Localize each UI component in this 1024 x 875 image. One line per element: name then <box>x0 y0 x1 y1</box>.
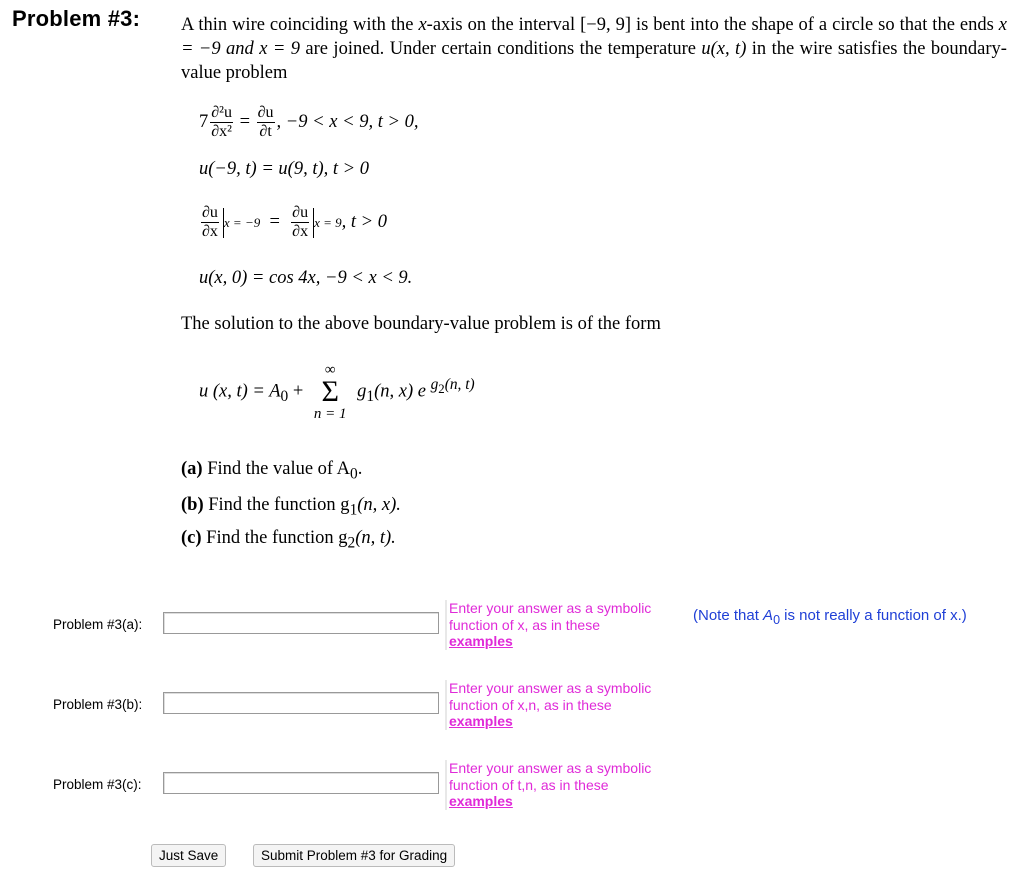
problem-title: Problem #3: <box>12 6 141 31</box>
solution-exponent-g2: g <box>430 376 439 394</box>
part-b-label: (b) <box>181 495 204 515</box>
eq1-lhs-denominator: ∂x² <box>211 123 232 140</box>
initial-condition <box>199 268 412 289</box>
eq3-left-denominator: ∂x <box>202 223 218 240</box>
answer-c-input[interactable] <box>163 772 439 794</box>
part-a-subscript: 0 <box>350 465 358 483</box>
answer-b-label: Problem #3(b): <box>53 697 143 712</box>
part-b-subscript: 1 <box>349 501 358 519</box>
solution-g1-subscript: 1 <box>366 387 375 405</box>
solution-g1-args: (n, x) e <box>374 381 426 402</box>
eq1-coefficient: 7 <box>199 111 209 132</box>
part-a-label: (a) <box>181 459 203 479</box>
eq3-right-numerator: ∂u <box>292 204 309 221</box>
answer-a-examples-link[interactable]: examples <box>449 633 513 649</box>
intro-ends-equation: x = −9 and x = 9 <box>181 15 1007 59</box>
solution-exponent-args: (n, t) <box>444 376 475 394</box>
sum-upper-limit: ∞ <box>324 362 336 378</box>
intro-text-2: -axis on the interval [−9, 9] is bent into the shape of a circle so that the ends <box>426 15 999 35</box>
sum-sign: Σ <box>321 375 339 408</box>
part-b-end: (n, x). <box>357 495 401 515</box>
solution-intro: The solution to the above boundary-value problem is of the form <box>181 314 661 334</box>
eq3-right-eval: x = 9 <box>314 214 342 230</box>
eq1-conditions: , −9 < x < 9, t > 0, <box>276 111 419 132</box>
eq3-left-fraction <box>201 204 219 241</box>
answer-a-label: Problem #3(a): <box>53 617 143 632</box>
answer-c-hint-line2: function of t,n, as in these <box>449 776 609 793</box>
just-save-button[interactable]: Just Save <box>151 844 226 867</box>
boundary-condition-1 <box>199 159 369 180</box>
answer-b-examples-link[interactable]: examples <box>449 713 513 729</box>
eq3-left-eval: x = −9 <box>223 214 261 230</box>
note-a0-subscript: 0 <box>773 613 781 627</box>
part-a-text: Find the value of A <box>207 459 351 479</box>
part-b <box>181 495 401 520</box>
heat-equation: 7 $\frac{\text{∂²u}}{\text{∂x²}}$ = $\frac{\partial u}{\partial t}$ , −9 < x < 9, t > 0, <box>199 104 419 140</box>
answer-a-hint-line2: function of x, as in these <box>449 616 600 633</box>
part-a <box>181 459 362 484</box>
part-c-label: (c) <box>181 528 202 548</box>
eq1-lhs-fraction <box>210 104 233 141</box>
eq1-rhs-fraction <box>257 104 275 141</box>
answer-b-hint <box>445 680 685 730</box>
boundary-condition-2: $\frac{\partial u}{\partial x}$ x = −9 = $\frac{\partial u}{\partial x}$ x = 9, t > 0 <box>202 204 387 240</box>
answer-a-input[interactable] <box>163 612 439 634</box>
eq1-rhs-denominator: ∂t <box>259 123 272 140</box>
solution-plus: + <box>288 381 304 402</box>
eq1-rhs-numerator: ∂u <box>257 104 274 121</box>
answer-a-hint <box>445 600 685 650</box>
intro-text-3: are joined. Under certain conditions the temperature <box>300 39 702 59</box>
solution-a0-subscript: 0 <box>280 387 289 405</box>
answer-b-hint-line2: function of x,n, as in these <box>449 696 612 713</box>
part-c-text: Find the function g <box>206 528 348 548</box>
intro-u-function: u(x, t) <box>701 39 747 59</box>
eq3-right-denominator: ∂x <box>292 223 309 240</box>
answer-c-examples-link[interactable]: examples <box>449 793 513 809</box>
part-c <box>181 528 396 553</box>
a0-note <box>693 606 1008 630</box>
intro-text-4: in the wire satisfies the boundary-value problem <box>181 39 1007 83</box>
solution-form <box>199 362 475 422</box>
note-prefix: (Note that <box>693 607 764 624</box>
part-a-end: . <box>357 459 363 479</box>
answer-b-hint-line1: Enter your answer as a symbolic <box>449 680 652 696</box>
part-b-text: Find the function g <box>208 495 350 515</box>
note-a0: A <box>763 607 774 624</box>
eq3-right-fraction <box>291 204 309 241</box>
problem-statement <box>181 13 1007 85</box>
part-c-subscript: 2 <box>347 534 356 552</box>
sum-lower-limit: n = 1 <box>313 406 347 422</box>
submit-grading-button[interactable]: Submit Problem #3 for Grading <box>253 844 455 867</box>
note-suffix: is not really a function of x.) <box>780 607 967 624</box>
answer-c-hint <box>445 760 685 810</box>
solution-lhs: u (x, t) = A <box>199 381 281 402</box>
eq4-text: u(x, 0) = cos 4x, −9 < x < 9. <box>199 268 413 288</box>
answer-c-hint-line1: Enter your answer as a symbolic <box>449 760 652 776</box>
solution-exponent-subscript: 2 <box>438 382 445 397</box>
eq3-conditions: , t > 0 <box>341 211 387 232</box>
answer-b-input[interactable] <box>163 692 439 714</box>
intro-text-1: A thin wire coinciding with the <box>181 15 419 35</box>
eq3-left-numerator: ∂u <box>202 204 218 221</box>
eq2-text: u(−9, t) = u(9, t), t > 0 <box>199 159 370 179</box>
intro-x-axis: x <box>418 15 427 35</box>
solution-g1: g <box>357 381 367 402</box>
eq1-lhs-numerator: ∂²u <box>211 104 232 121</box>
answer-a-hint-line1: Enter your answer as a symbolic <box>449 600 652 616</box>
answer-c-label: Problem #3(c): <box>53 777 142 792</box>
part-c-end: (n, t). <box>355 528 396 548</box>
summation <box>314 362 347 422</box>
